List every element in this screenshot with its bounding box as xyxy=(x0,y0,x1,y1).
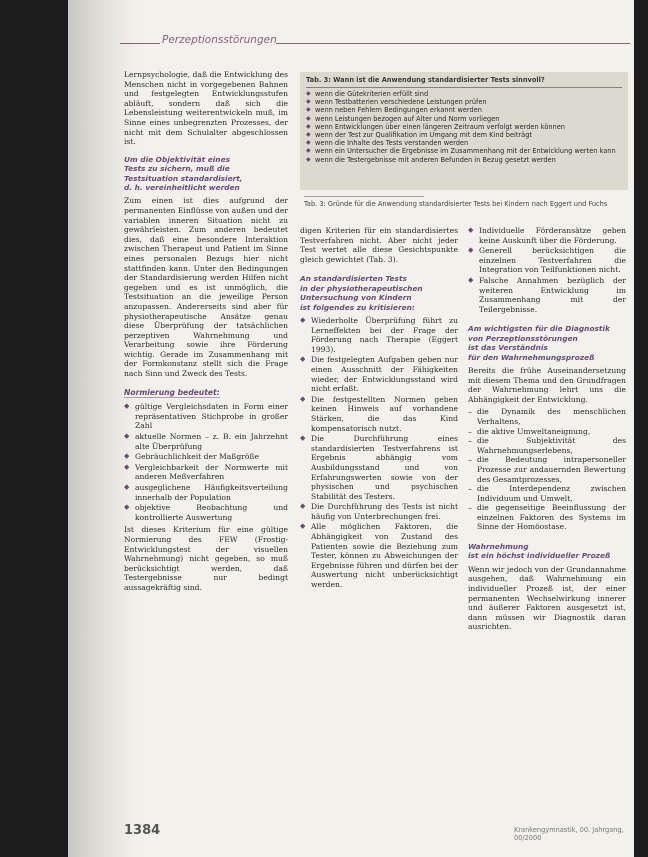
col1-subhead-line: Um die Objektivität eines xyxy=(124,154,230,164)
table-row: ◆ wenn Entwicklungen über einen längeren Zeitraum verfolgt werden können xyxy=(306,123,622,131)
table-row: ◆ wenn neben Fehlern Bedingungen erkannt werden xyxy=(306,106,622,114)
table-row: ◆ wenn der Test zur Qualifikation im Umgang mit dem Kind beiträgt xyxy=(306,131,622,139)
table-list xyxy=(306,90,622,164)
col3-para1: Bereits die frühe Auseinandersetzung mit diesem Thema und den Grundfragen der Wahrnehmung lehrt uns die Abhängigkeit der Entwicklung. xyxy=(468,365,626,404)
col3-subhead-line: ist das Verständnis xyxy=(468,343,548,353)
col1-subhead-line: Tests zu sichern, muß die xyxy=(124,164,230,174)
col3-para2: Wenn wir jedoch von der Grundannahme ausgehen, daß Wahrnehmung ein individueller Prozeß ist, der einer permanenten Wechselwirkung innerer und äußerer Faktoren ausgesetzt ist, dann müssen wir Diagnostik daran ausrichten. xyxy=(468,564,627,632)
col2-subhead xyxy=(300,274,458,312)
footer-journal: Krankengymnastik, 00. Jahrgang, 00/2000 xyxy=(514,826,624,842)
list-item: ◆ aktuelle Normen – z. B. ein Jahrzehnt alte Überprüfung xyxy=(124,432,288,451)
table-caption-text: Tab. 3: Gründe für die Anwendung standardisierter Tests bei Kindern nach Eggert und Fuchs xyxy=(304,200,608,208)
col2-bullet-list xyxy=(300,316,458,590)
table-title: Tab. 3: Wann ist die Anwendung standardisierter Tests sinnvoll? xyxy=(306,76,545,84)
list-item: ◆ Falsche Annahmen bezüglich der weiteren Entwicklung im Zusammenhang mit der Teilergebnisse. xyxy=(468,276,626,314)
list-item: ◆ Die Durchführung eines standardisierten Testverfahrens ist Ergebnis abhängig vom Ausbildungsstand und von Erfahrungswerten sowie von der physischen und psychischen Stabilität des Testers. xyxy=(300,434,458,501)
col2-subhead-line: in der physiotherapeutischen xyxy=(300,283,423,293)
col1-subhead-line: d. h. vereinheitlicht werden xyxy=(124,182,240,192)
list-item: ◆ Die festgelegten Aufgaben geben nur einen Ausschnitt der Fähigkeiten wieder, der Entwicklungsstand wird nicht erfaßt. xyxy=(300,355,458,393)
col1-normierung-head: Normierung bedeutet: xyxy=(124,387,220,397)
col1-para1: Zum einen ist dies aufgrund der permanenten Einflüsse von außen und der variablen inneren Situation nicht zu gewährleisten. Zum anderen bedeutet dies, daß eine besondere Interaktion zwischen Therapeut und Patient im Sinne eines personalen Bezugs hier nicht stattfinden kann. Unter den Bedingungen der Standardisierung werden Hilfen nicht gegeben und es ist unmöglich, die Testsituation an die jeweilige Person anzupassen. Andererseits sind aber für physiotherapeutische Ansätze genau diese Überprüfung der tatsächlichen perzeptiven Wahrnehmung und Verarbeitung sowie ihre Förderung wichtig. Gerade im Zusammenhang mit der Formkonstanz stellt sich die Frage nach Sinn und Zweck des Tests. xyxy=(124,196,288,379)
col1-para2: Ist dieses Kriterium für eine gültige Normierung des FEW (Frostig-Entwicklungstest der visuellen Wahrnehmung) nicht gegeben, so muß berücksichtigt werden, daß Testergebnisse nur bedingt aussagekräftig sind. xyxy=(124,525,288,592)
column-1 xyxy=(124,70,288,596)
page-number: 1384 xyxy=(124,823,161,838)
table-row: ◆ wenn die Testergebnisse mit anderen Befunden in Bezug gesetzt werden xyxy=(306,156,622,164)
col2-subhead-line: An standardisierten Tests xyxy=(300,274,407,284)
list-item: ◆ Wiederholte Überprüfung führt zu Lerneffekten bei der Frage der Förderung nach Therapie (Eggert 1993). xyxy=(300,316,458,354)
table-row: ◆ wenn ein Untersucher die Ergebnisse im Zusammenhang mit der Entwicklung werten kann xyxy=(306,147,622,155)
list-item: ◆ Die Durchführung des Tests ist nicht häufig von Unterbrechungen frei. xyxy=(300,502,458,521)
table-box xyxy=(300,72,628,190)
col3-subhead xyxy=(468,324,626,362)
list-item: – die Dynamik des menschlichen Verhaltens, xyxy=(468,407,626,426)
col2-subhead-line: ist folgendes zu kritisieren: xyxy=(300,302,415,312)
page xyxy=(68,0,634,857)
list-item: ◆ Generell berücksichtigen die einzelnen Testverfahren die Integration von Teilfunktionen nicht. xyxy=(468,246,626,275)
col3-subhead2-line: Wahrnehmung xyxy=(468,542,529,552)
list-item: ◆ Vergleichbarkeit der Normwerte mit anderen Meßverfahren xyxy=(124,463,288,482)
column-2 xyxy=(300,226,458,593)
col3-subhead2-line: ist ein höchst individueller Prozeß xyxy=(468,551,611,561)
list-item: ◆ Alle möglichen Faktoren, die Abhängigkeit von Zustand des Patienten sowie die Beziehung zum Tester, können zu Abweichungen der Ergebnisse führen und dürfen bei der Auswertung nicht unberücksichtigt werden. xyxy=(300,522,458,589)
table-row: ◆ wenn die Inhalte des Tests verstanden werden xyxy=(306,139,622,147)
running-head xyxy=(120,34,630,48)
col2-intro: digen Kriterien für ein standardisiertes Testverfahren nicht. Aber nicht jeder Test wertet alle diese Gesichtspunkte gleich gewichtet (Tab. 3). xyxy=(300,226,458,264)
caption-rule xyxy=(304,196,424,197)
list-item: ◆ Individuelle Förderansätze geben keine Auskunft über die Förderung. xyxy=(468,226,626,245)
list-item: – die aktive Umweltaneignung, xyxy=(468,427,626,437)
col3-subhead-line: für den Wahrnehmungsprozeß xyxy=(468,352,595,362)
col3-bullet-list xyxy=(468,226,626,314)
list-item: – die Bedeutung intrapersoneller Prozesse zur andauernden Bewertung des Gesamtprozesses, xyxy=(468,455,626,484)
col1-subhead-line: Testsituation standardisiert, xyxy=(124,173,243,183)
list-item: – die gegenseitige Beeinflussung der einzelnen Faktoren des Systems im Sinne der Homöostase. xyxy=(468,503,626,532)
table-rule xyxy=(306,87,622,88)
list-item: ◆ Die festgestellten Normen geben keinen Hinweis auf vorhandene Stärken, die das Kind kompensatorisch nutzt. xyxy=(300,395,458,433)
col1-intro: Lernpsychologie, daß die Entwicklung des Menschen nicht in vorgegebenen Bahnen und festgelegten Entwicklungsstufen abläuft, sondern daß sich die Lebensleistung weiterentwickeln muß, im Sinne eines unbegrenzten Prozesses, der nicht mit dem Schulalter abgeschlossen ist. xyxy=(124,70,288,147)
list-item: – die Subjektivität des Wahrnehmungserlebens, xyxy=(468,436,626,455)
list-item: ◆ Gebräuchlichkeit der Maßgröße xyxy=(124,452,288,462)
list-item: ◆ objektive Beobachtung und kontrollierte Auswertung xyxy=(124,503,288,522)
table-row: ◆ wenn Leistungen bezogen auf Alter und Norm vorliegen xyxy=(306,115,622,123)
column-3 xyxy=(468,226,626,635)
head-rule-right xyxy=(276,43,630,44)
table-caption xyxy=(304,196,624,208)
col3-subhead-line: Am wichtigsten für die Diagnostik xyxy=(468,324,610,334)
list-item: – die Interdependenz zwischen Individuum und Umwelt, xyxy=(468,484,626,503)
col1-bullet-list xyxy=(124,402,288,522)
col3-dash-list xyxy=(468,407,626,532)
col1-subhead xyxy=(124,155,288,193)
running-head-title: Perzeptionsstörungen xyxy=(162,34,277,46)
list-item: ◆ gültige Vergleichsdaten in Form einer repräsentativen Stichprobe in großer Zahl xyxy=(124,402,288,431)
page-sheet xyxy=(68,0,634,857)
head-rule-left xyxy=(120,43,160,44)
col3-subhead-line: von Perzeptionsstörungen xyxy=(468,333,578,343)
table-row: ◆ wenn die Gütekriterien erfüllt sind xyxy=(306,90,622,98)
list-item: ◆ ausgeglichene Häufigkeitsverteilung innerhalb der Population xyxy=(124,483,288,502)
col2-subhead-line: Untersuchung von Kindern xyxy=(300,293,412,303)
table-row: ◆ wenn Testbatterien verschiedene Leistungen prüfen xyxy=(306,98,622,106)
col3-subhead2 xyxy=(468,542,626,561)
